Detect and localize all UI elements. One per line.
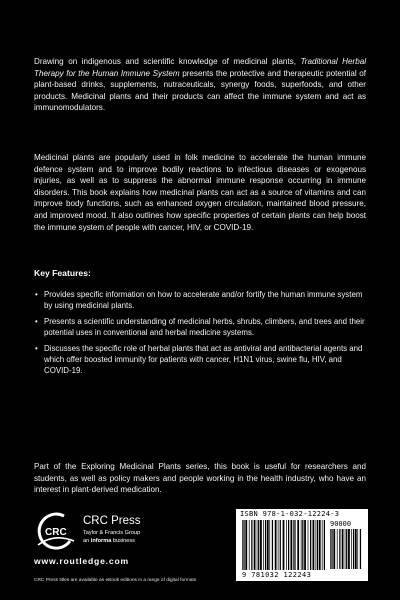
barcode-bar xyxy=(242,520,243,570)
barcode-bar xyxy=(302,520,303,570)
barcode-bar xyxy=(337,529,338,569)
crc-press-logo-icon xyxy=(34,511,78,551)
price-addon-label: 90000 xyxy=(330,520,352,528)
barcode-bar xyxy=(258,520,259,570)
key-feature-text: Provides specific information on how to accelerate and/or fortify the human immune system by using medicinal plants. xyxy=(44,290,363,311)
barcode-bar xyxy=(243,520,244,570)
barcode-bar xyxy=(297,520,299,570)
bullet-icon: • xyxy=(35,316,38,326)
business-prefix: an xyxy=(83,538,90,544)
barcode-bar xyxy=(272,520,273,570)
barcode-bar xyxy=(345,529,346,569)
barcode-bar xyxy=(333,529,335,569)
ean-digits: 9 781032 122243 xyxy=(242,571,312,579)
crc-logo-text: CRC xyxy=(45,527,67,538)
barcode-bar xyxy=(342,529,344,569)
barcode-bar xyxy=(357,529,358,569)
barcode-bar xyxy=(260,520,262,570)
series-paragraph: Part of the Exploring Medicinal Plants series, this book is useful for researchers and students, as well as policy makers and people working in the health industry, who have an interest in plant-derived medication. xyxy=(34,462,366,495)
barcode-bar xyxy=(286,520,287,570)
barcode-bar xyxy=(331,529,332,569)
barcode-bar xyxy=(317,520,318,570)
barcode-bar xyxy=(249,520,250,570)
barcode-bar xyxy=(360,529,361,569)
barcode-bar xyxy=(310,520,311,570)
bullet-icon: • xyxy=(35,343,38,353)
barcode-bar xyxy=(304,520,306,570)
barcode-bar xyxy=(316,520,317,570)
barcode-bar xyxy=(278,520,279,570)
business-suffix: business xyxy=(112,538,135,544)
barcode-bar xyxy=(245,520,247,570)
barcode-bar xyxy=(346,529,347,569)
barcode-bar xyxy=(254,520,256,570)
barcode-bar xyxy=(319,520,321,570)
publisher-website-link[interactable]: www.routledge.com xyxy=(34,556,129,566)
key-features-heading: Key Features: xyxy=(34,268,91,278)
barcode-bar xyxy=(339,529,340,569)
addon-barcode-bars xyxy=(330,529,362,569)
key-feature-item xyxy=(34,289,366,312)
publisher-group: Taylor & Francis Group xyxy=(83,530,141,536)
barcode-bar xyxy=(283,520,285,570)
barcode-bar xyxy=(330,529,331,569)
barcode-bar xyxy=(257,520,258,570)
barcode-bar xyxy=(288,520,289,570)
publisher-business xyxy=(83,538,135,544)
barcode-bar xyxy=(290,520,292,570)
barcode-bar xyxy=(324,520,325,570)
barcode-bar xyxy=(263,520,264,570)
description-paragraph: Medicinal plants are popularly used in folk medicine to accelerate the human immune defence system and to improve bodily reactions to infectious diseases or exogenous injuries, as well as to suppress the abnormal immune response occurring in immune disorders. This book explains how medicinal plants can act as a source of vitamins and can improve body functions, such as enhanced oxygen circulation, maintained blood pressure, and improved mood. It also outlines how specific properties of certain plants can help boost the immune system of people with cancer, HIV, or COVID-19. xyxy=(34,153,366,232)
barcode-bar xyxy=(269,520,270,570)
book-title: Traditional Herbal Therapy for the Human Immune System xyxy=(34,57,367,78)
publisher-name: CRC Press xyxy=(83,515,141,527)
business-name: informa xyxy=(90,538,112,544)
barcode-bar xyxy=(280,520,281,570)
isbn-barcode xyxy=(236,509,368,581)
key-feature-item xyxy=(34,343,366,377)
barcode-bar xyxy=(294,520,295,570)
barcode-bar xyxy=(348,529,350,569)
barcode-bar xyxy=(251,520,252,570)
intro-paragraph xyxy=(34,56,366,114)
ean-barcode-bars xyxy=(242,520,326,570)
key-feature-text: Presents a scientific understanding of medicinal herbs, shrubs, climbers, and trees and their potential uses in conventional and herbal medicine systems. xyxy=(44,316,365,338)
key-features-list xyxy=(34,289,366,381)
intro-lead: Drawing on indigenous and scientific knowledge of medicinal plants, xyxy=(34,57,296,66)
barcode-bar xyxy=(308,520,309,570)
barcode-bar xyxy=(301,520,302,570)
barcode-bar xyxy=(265,520,266,570)
key-feature-text: Discusses the specific role of herbal plants that act as antiviral and antibacterial agents and which offer boosted immunity for patients with cancer, H1N1 virus, swine flu, HIV, and COVID-19. xyxy=(44,343,363,376)
barcode-bar xyxy=(267,520,269,570)
barcode-bar xyxy=(355,529,357,569)
key-feature-item xyxy=(34,316,366,339)
intro-rest: presents the protective and therapeutic potential of plant-based drinks, supplements, nutraceuticals, synergy foods, superfoods, and other products. Medicinal plants and their products can affect the immune system and act as immunomodulators. xyxy=(34,68,367,113)
barcode-bar xyxy=(313,520,315,570)
bullet-icon: • xyxy=(35,290,38,299)
barcode-bar xyxy=(293,520,294,570)
barcode-bar xyxy=(353,529,354,569)
barcode-bar xyxy=(275,520,277,570)
isbn-label: ISBN 978-1-032-12224-3 xyxy=(240,510,340,518)
barcode-bar xyxy=(351,529,352,569)
ebook-note: CRC Press titles are available as eBook editions in a range of digital formats xyxy=(34,578,197,583)
barcode-bar xyxy=(322,520,323,570)
